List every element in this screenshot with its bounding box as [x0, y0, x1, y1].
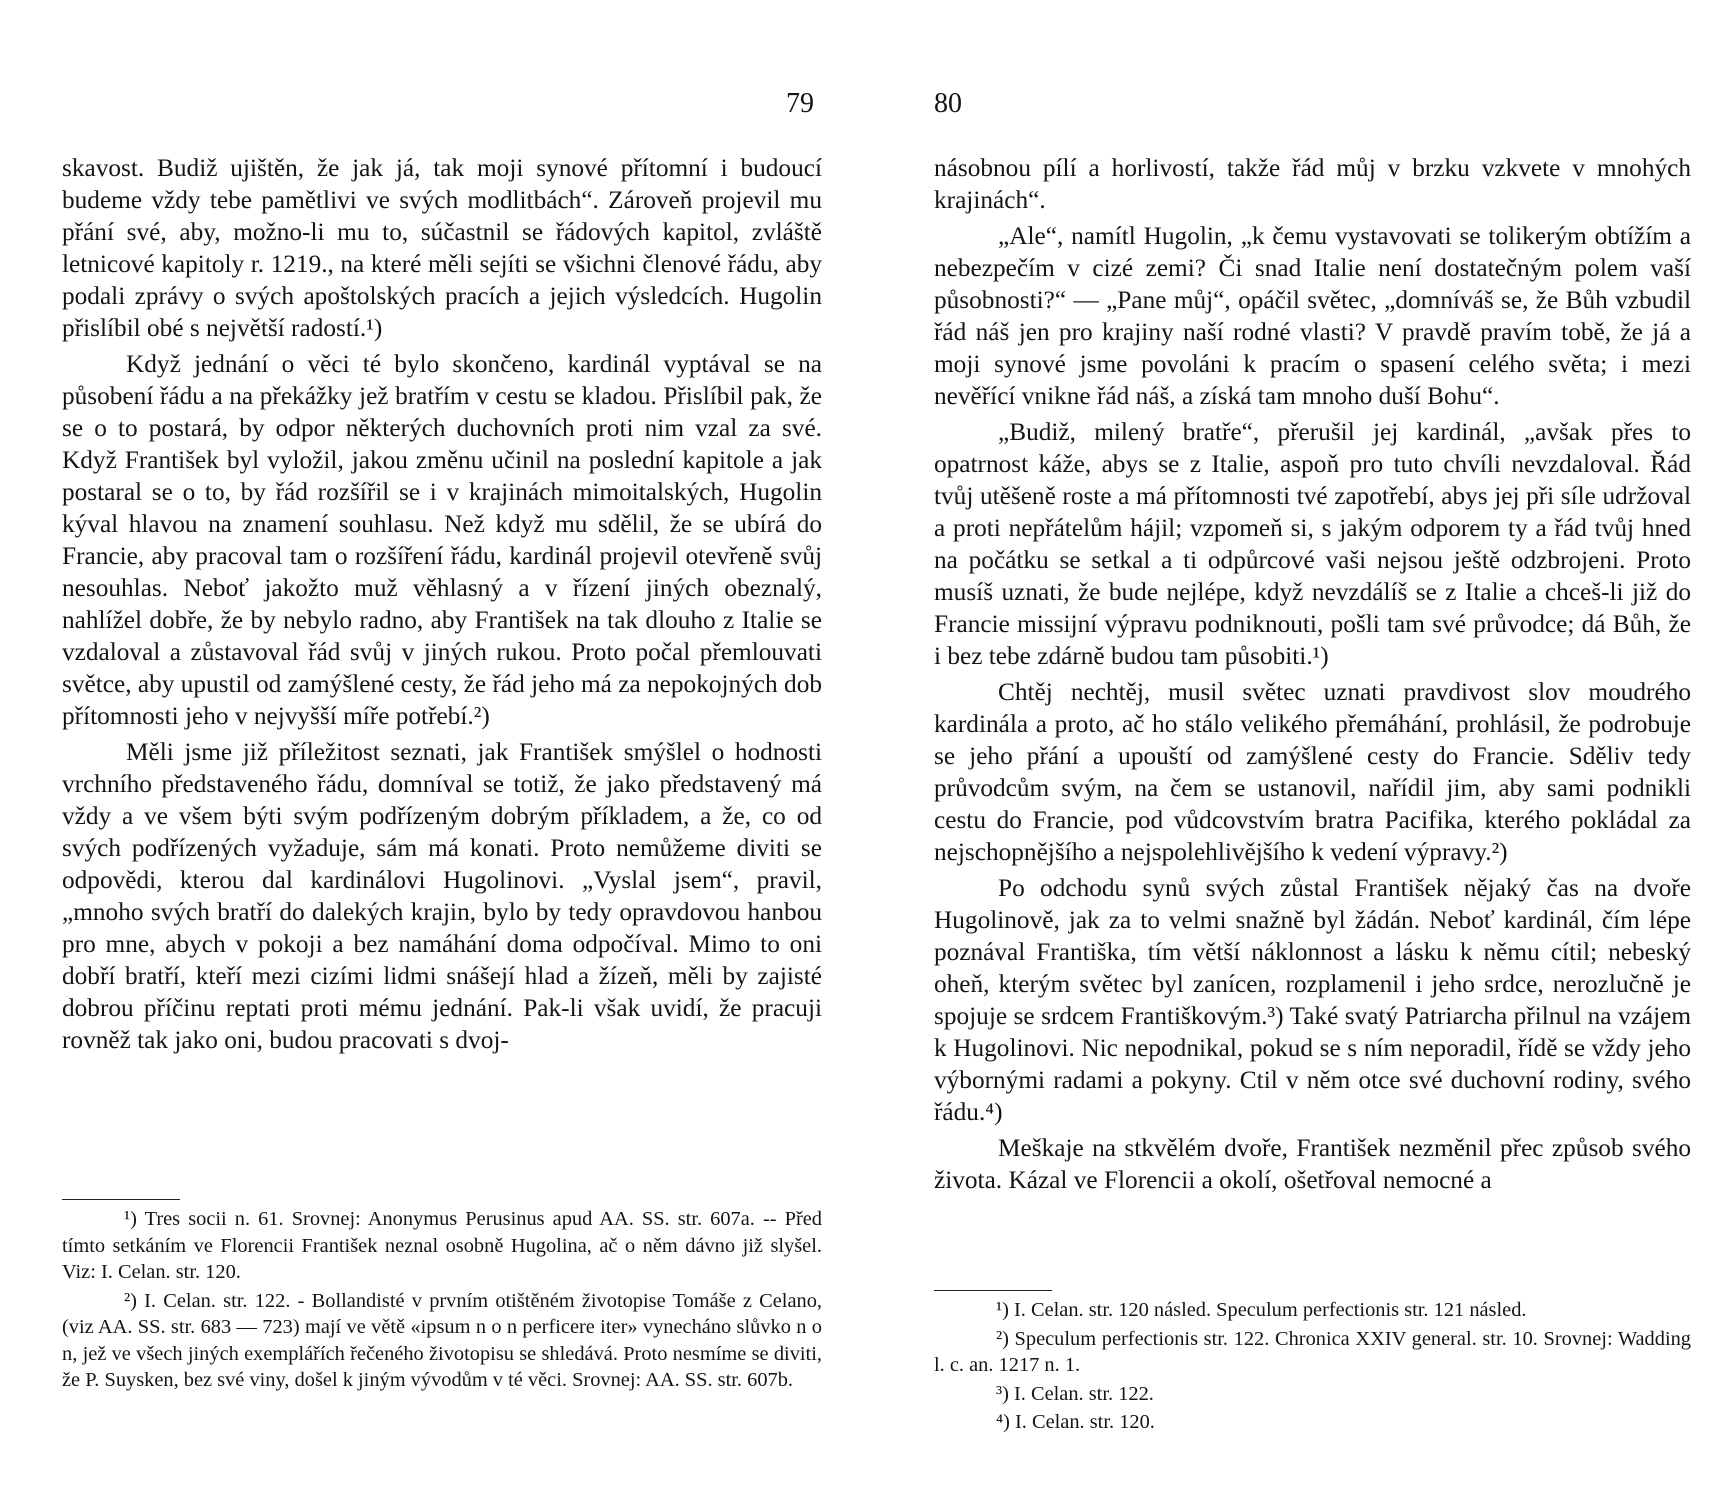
paragraph: násobnou pílí a horlivostí, takže řád můj v brzku vzkvete v mnohých krajinách“. [934, 154, 1691, 214]
footnotes [934, 1297, 1691, 1436]
paragraph: „Ale“, namítl Hugolin, „k čemu vystavovati se tolikerým obtížím a nebezpečím v cizé zemi? Či snad Italie není dostatečným polem vaší působnosti?“ — „Pane můj“, opáčil světec, „domníváš se, že Bůh vzbudil řád náš jen pro krajiny naší rodné vlasti? V pravdě pravím tobě, že já a moji synové jsme povoláni k pracím o spasení celého světa; i mezi nevěřící vnikne řád náš, a získá tam mnoho duší Bohu“. [934, 222, 1691, 410]
footnote: ⁴) I. Celan. str. 120. [996, 1411, 1155, 1433]
paragraph: Když jednání o věci té bylo skončeno, kardinál vyptával se na působení řádu a na překážky jež bratřím v cestu se kladou. Přislíbil pak, že se o to postará, by odpor některých duchovních proti nim vzal za své. Když František byl vyložil, jakou změnu učinil na poslední kapitole a jak postaral se o to, by řád rozšířil se i v krajinách mimoitalských, Hugolin kýval hlavou na znamení souhlasu. Než když mu sdělil, že se ubírá do Francie, aby pracoval tam o rozšíření řádu, kardinál projevil otevřeně svůj nesouhlas. Neboť jakožto muž věhlasný a v řízení jiných obeznalý, nahlížel dobře, že by nebylo radno, aby František na tak dlouho z Italie se vzdaloval a zůstavoval řád svůj v jiných rukou. Proto počal přemlouvati světce, aby upustil od zamýšlené cesty, že řád jeho má za nepokojných dob přítomnosti jeho v nejvyšší míře potřebí.²) [62, 350, 822, 730]
right-page [934, 0, 1691, 1500]
footnote-divider [934, 1290, 1052, 1291]
paragraph: skavost. Budiž ujištěn, že jak já, tak moji synové přítomní i budoucí budeme vždy tebe pamětlivi ve svých modlitbách“. Zároveň projevil mu přání své, aby, možno-li mu to, súčastnil se řádových kapitol, zvláště letnicové kapitoly r. 1219., na které měli sejíti se všichni členové řádu, aby podali zprávy o svých apoštolských pracích a jejich výsledcích. Hugolin přislíbil obé s největší radostí.¹) [62, 154, 822, 342]
footnote: ²) I. Celan. str. 122. - Bollandisté v prvním otištěném životopise Tomáše z Celano, (viz AA. SS. str. 683 — 723) mají ve větě «ipsum n o n perficere iter» vynecháno slůvko n o n, jež ve všech jiných exemplářích řečeného životopisu se shledává. Proto nesmíme se diviti, že P. Suysken, bez své viny, došel k jiným vývodům v té věci. Srovnej: AA. SS. str. 607b. [62, 1289, 822, 1391]
body-text [62, 152, 822, 1056]
footnotes [62, 1206, 822, 1394]
paragraph: Měli jsme již příležitost seznati, jak František smýšlel o hodnosti vrchního představeného řádu, domníval se totiž, že jako představený má vždy a ve všem býti svým podřízeným dobrým příkladem, a že, co od svých podřízených vyžaduje, sám má konati. Proto nemůžeme diviti se odpovědi, kterou dal kardinálovi Hugolinovi. „Vyslal jsem“, pravil, „mnoho svých bratří do dalekých krajin, bylo by tedy opravdovou hanbou pro mne, abych v pokoji a bez namáhání doma odpočíval. Mimo to oni dobří bratří, kteří mezi cizími lidmi snášejí hlad a žízeň, měli by zajisté dobrou příčinu reptati proti mému jednání. Pak-li však uvidí, že pracuji rovněž tak jako oni, budou pracovati s dvoj- [62, 738, 822, 1054]
paragraph: „Budiž, milený bratře“, přerušil jej kardinál, „avšak přes to opatrnost káže, abys se z Italie, aspoň pro tuto chvíli nevzdaloval. Řád tvůj utěšeně roste a má přítomnosti tvé zapotřebí, abys jej při síle udržoval a proti nepřátelům hájil; vzpomeň si, s jakým odporem ty a řád tvůj hned na počátku se setkal a ti odpůrcové vaši nejsou ještě odzbrojeni. Proto musíš uznati, že bude nejlépe, když nevzdálíš se z Italie a chceš-li již do Francie missijní výpravu podniknouti, pošli tam své průvodce; dá Bůh, že i bez tebe zdárně budou tam působiti.¹) [934, 418, 1691, 670]
left-page [62, 0, 822, 1500]
page-number: 79 [786, 88, 814, 119]
footnote: ²) Speculum perfectionis str. 122. Chronica XXIV general. str. 10. Srovnej: Wadding l. c. an. 1217 n. 1. [934, 1327, 1691, 1376]
footnote: ¹) Tres socii n. 61. Srovnej: Anonymus Perusinus apud AA. SS. str. 607a. -- Před tímto setkáním ve Florencii František neznal osobně Hugolina, ač o něm dávno již slyšel. Viz: I. Celan. str. 120. [62, 1208, 822, 1283]
paragraph: Meškaje na stkvělém dvoře, František nezměnil přec způsob svého života. Kázal ve Florencii a okolí, ošetřoval nemocné a [934, 1134, 1691, 1194]
footnote: ¹) I. Celan. str. 120 násled. Speculum perfectionis str. 121 násled. [996, 1299, 1527, 1321]
footnote-divider [62, 1199, 180, 1200]
paragraph: Chtěj nechtěj, musil světec uznati pravdivost slov moudrého kardinála a proto, ač ho stálo velikého přemáhání, prohlásil, že podrobuje se jeho přání a upouští od zamýšlené cesty do Francie. Sděliv tedy průvodcům svým, na čem se ustanovil, nařídil jim, aby sami podnikli cestu do Francie, pod vůdcovstvím bratra Pacifika, kterého pokládal za nejschopnějšího a nejspolehlivějšího k vedení výpravy.²) [934, 678, 1691, 866]
footnote: ³) I. Celan. str. 122. [996, 1382, 1154, 1405]
paragraph: Po odchodu synů svých zůstal František nějaký čas na dvoře Hugolinově, jak za to velmi snažně byl žádán. Neboť kardinál, čím lépe poznával Františka, tím větší náklonnost a lásku k němu cítil; nebeský oheň, kterým světec byl zanícen, rozplamenil i jeho srdce, nerozlučně je spojuje se srdcem Františkovým.³) Také svatý Patriarcha přilnul na vzájem k Hugolinovi. Nic nepodnikal, pokud se s ním neporadil, řídě se vždy jeho výbornými radami a pokyny. Ctil v něm otce své duchovní rodiny, svého řádu.⁴) [934, 874, 1691, 1126]
body-text [934, 152, 1691, 1196]
page-number: 80 [934, 88, 962, 119]
